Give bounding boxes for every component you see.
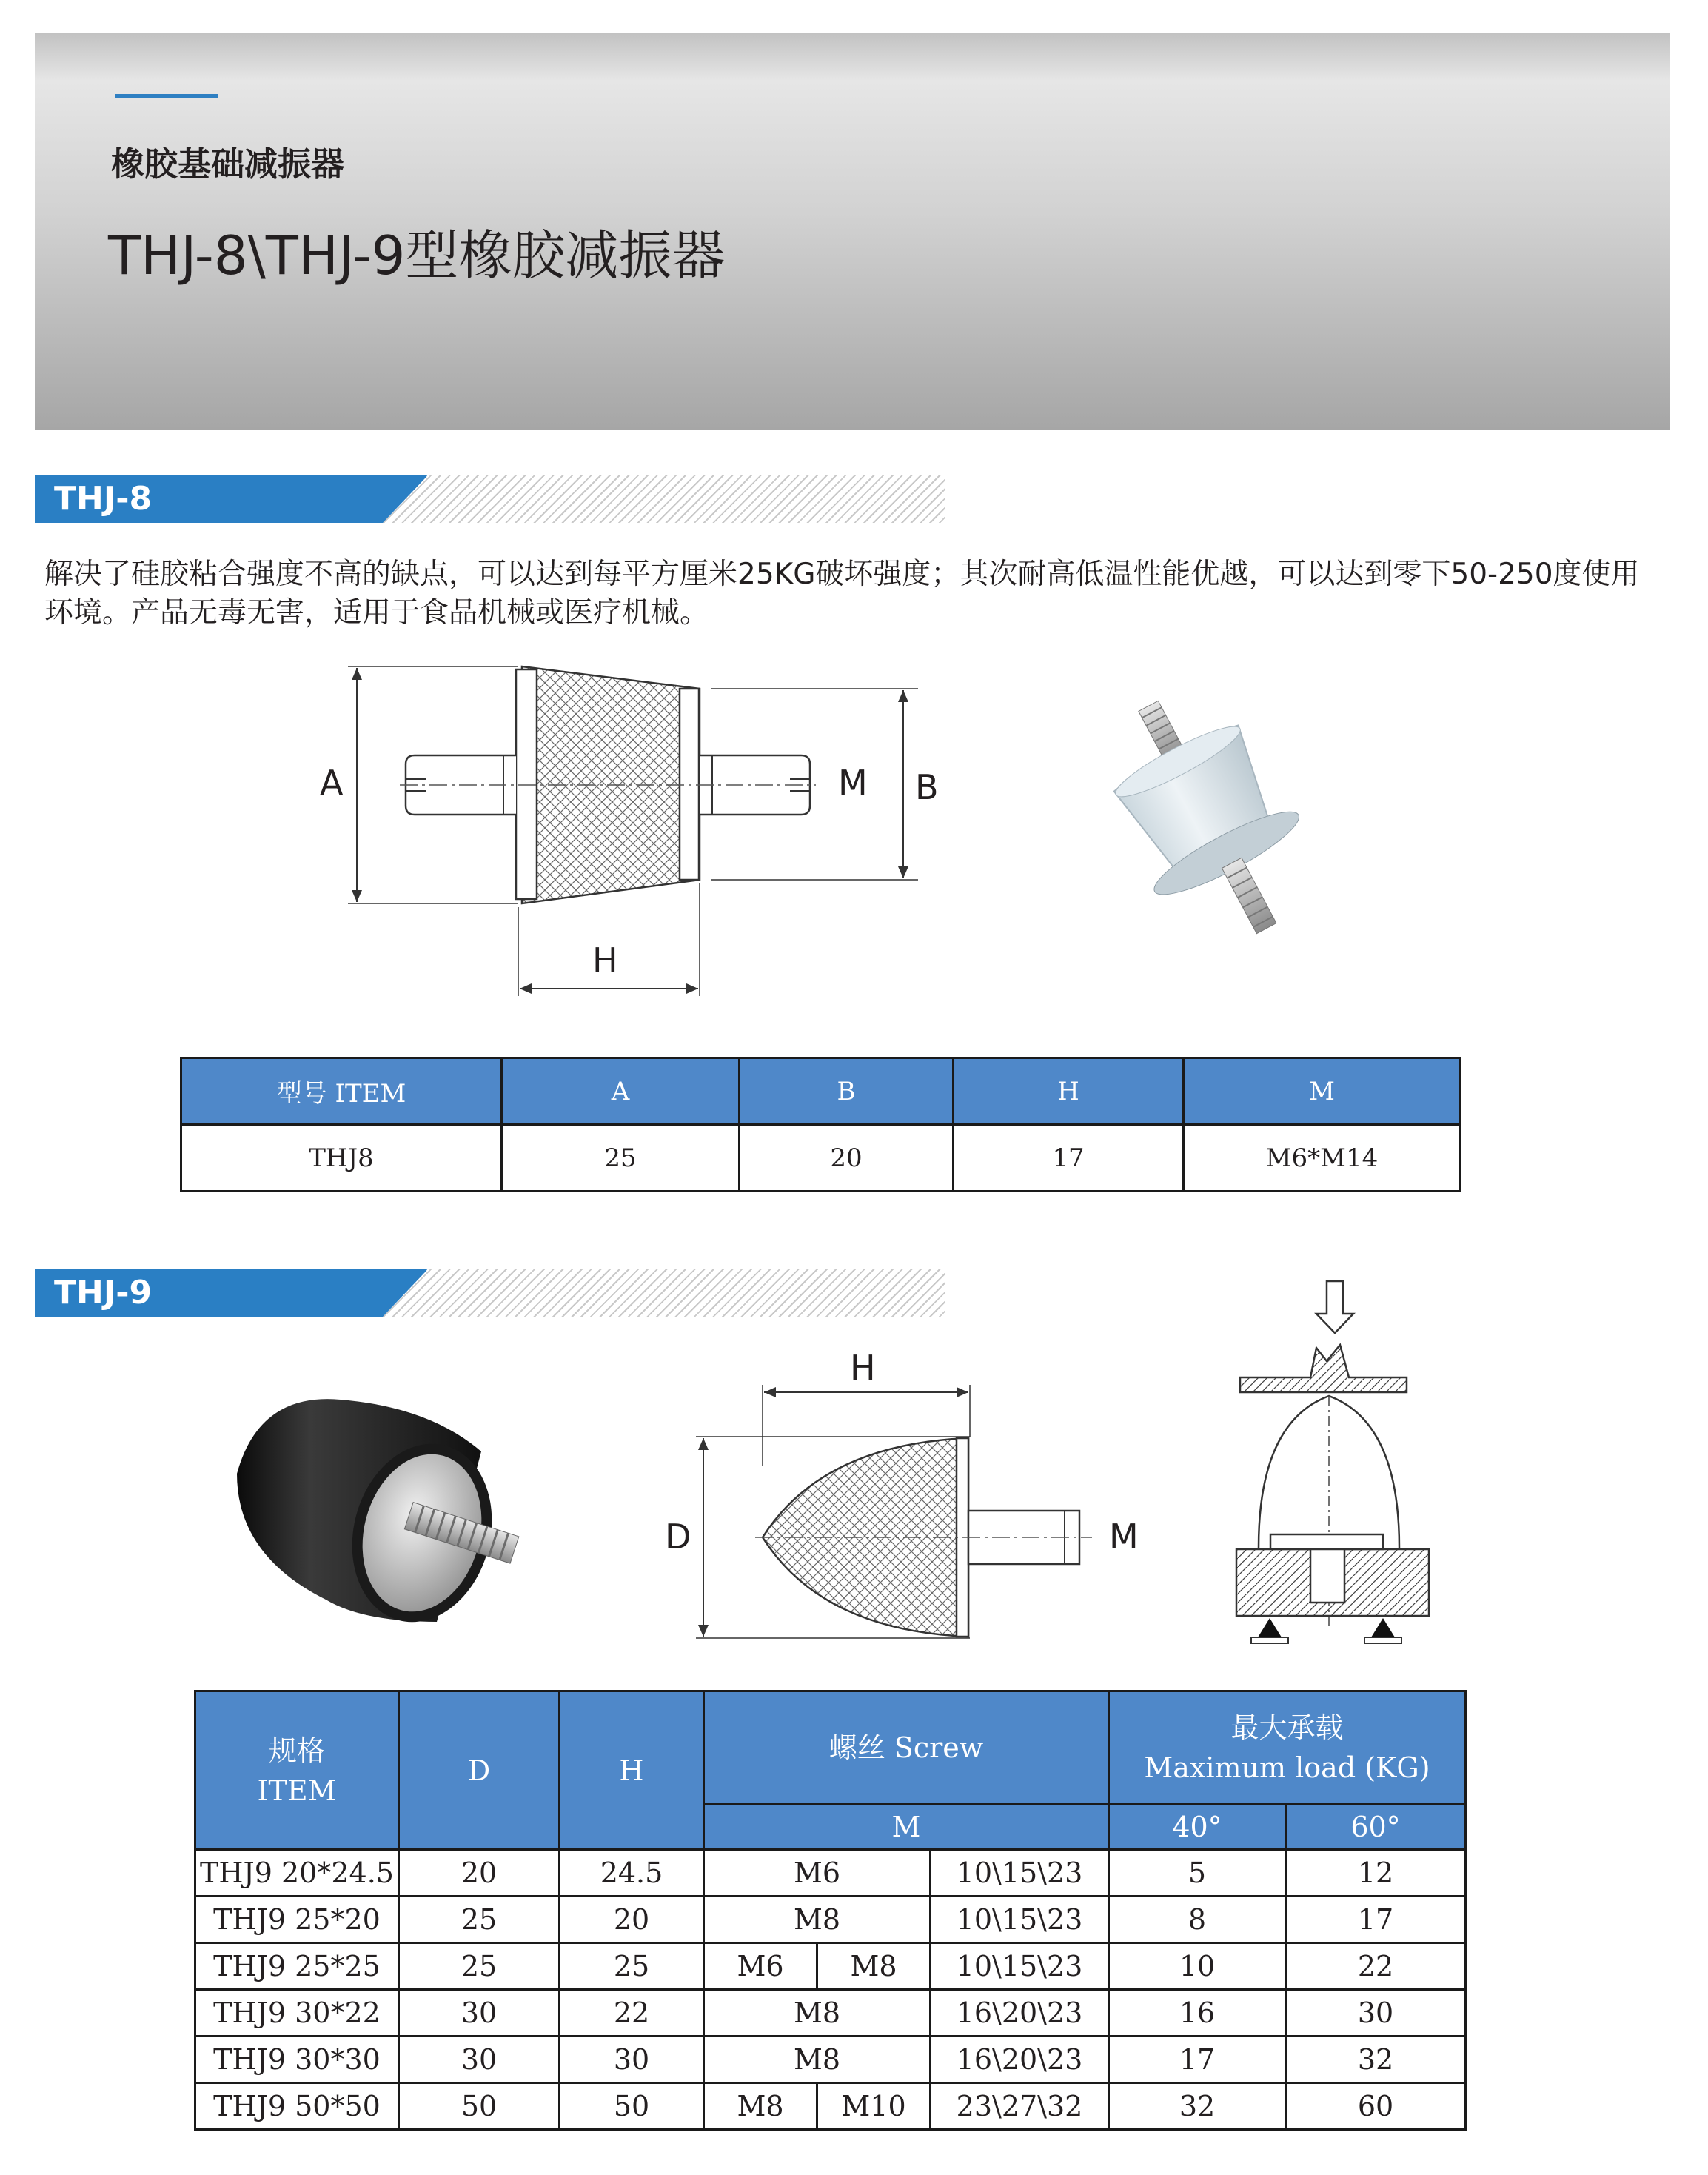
cell-load-60: 32 <box>1286 2037 1466 2083</box>
cell-item: THJ9 25*20 <box>195 1897 399 1943</box>
cell-d: 25 <box>399 1943 560 1990</box>
thj9-dim-m: M <box>1109 1517 1139 1557</box>
thj8-dim-a: A <box>320 763 344 803</box>
col-header-item-cn: 规格 <box>268 1734 325 1767</box>
table-row <box>195 2083 1466 2130</box>
cell-screw-length: 23\27\32 <box>931 2083 1109 2130</box>
table-row <box>195 1897 1466 1943</box>
section-label-thj8: THJ-8 <box>54 480 153 518</box>
cell-item: THJ9 30*22 <box>195 1990 399 2037</box>
cell-load-40: 32 <box>1109 2083 1286 2130</box>
section-hatch <box>383 1269 945 1317</box>
cell-screw-length: 10\15\23 <box>931 1850 1109 1897</box>
thj9-dim-h: H <box>850 1348 876 1388</box>
page-title: THJ-8\THJ-9型橡胶减振器 <box>108 224 726 287</box>
section-bar-thj8 <box>35 475 945 523</box>
col-header-load-60: 60° <box>1286 1804 1466 1850</box>
cell-load-60: 22 <box>1286 1943 1466 1990</box>
col-header-screw: 螺丝 Screw <box>704 1691 1109 1804</box>
cell-d: 30 <box>399 1990 560 2037</box>
thj8-description: 解决了硅胶粘合强度不高的缺点，可以达到每平方厘米25KG破坏强度；其次耐高低温性能优越，可以达到零下50-250度使用环境。产品无毒无害，适用于食品机械或医疗机械。 <box>44 558 1640 629</box>
cell-d: 25 <box>399 1897 560 1943</box>
col-header-item-en: ITEM <box>257 1774 337 1807</box>
cell-screw-m1: M8 <box>704 2083 817 2130</box>
cell-screw-m1: M6 <box>704 1943 817 1990</box>
thj9-load-diagram <box>1229 1274 1444 1674</box>
cell-d: 50 <box>399 2083 560 2130</box>
col-header-d: D <box>399 1691 560 1850</box>
cell-h: 22 <box>560 1990 704 2037</box>
table-row <box>195 1943 1466 1990</box>
thj9-product-photo <box>215 1377 555 1644</box>
thj8-technical-drawing <box>296 652 962 1007</box>
table-row <box>181 1125 1461 1192</box>
col-header-a: A <box>502 1058 740 1125</box>
cell-d: 30 <box>399 2037 560 2083</box>
col-header-item: 型号 ITEM <box>181 1058 502 1125</box>
cell-load-60: 12 <box>1286 1850 1466 1897</box>
cell-load-40: 5 <box>1109 1850 1286 1897</box>
cell-h: 17 <box>954 1125 1184 1192</box>
cell-m: M6*M14 <box>1184 1125 1461 1192</box>
table-row <box>195 1850 1466 1897</box>
cell-screw-length: 16\20\23 <box>931 1990 1109 2037</box>
col-header-item <box>195 1691 399 1850</box>
cell-screw-length: 10\15\23 <box>931 1897 1109 1943</box>
header-subtitle: 橡胶基础减振器 <box>111 144 345 184</box>
cell-item: THJ8 <box>181 1125 502 1192</box>
cell-load-60: 60 <box>1286 2083 1466 2130</box>
cell-item: THJ9 30*30 <box>195 2037 399 2083</box>
table-row <box>195 2037 1466 2083</box>
cell-screw-m2: M8 <box>817 1943 931 1990</box>
cell-screw-m: M8 <box>704 2037 931 2083</box>
cell-screw-length: 10\15\23 <box>931 1943 1109 1990</box>
cell-load-60: 17 <box>1286 1897 1466 1943</box>
col-header-load-en: Maximum load (KG) <box>1144 1751 1430 1784</box>
cell-item: THJ9 20*24.5 <box>195 1850 399 1897</box>
col-header-h: H <box>954 1058 1184 1125</box>
cell-h: 20 <box>560 1897 704 1943</box>
col-header-load-40: 40° <box>1109 1804 1286 1850</box>
thj9-technical-drawing <box>689 1370 1162 1651</box>
cell-b: 20 <box>740 1125 954 1192</box>
section-hatch <box>383 475 945 523</box>
col-header-load-cn: 最大承载 <box>1230 1711 1344 1744</box>
col-header-m: M <box>1184 1058 1461 1125</box>
header-accent-line <box>115 94 218 98</box>
col-header-b: B <box>740 1058 954 1125</box>
cell-load-60: 30 <box>1286 1990 1466 2037</box>
thj8-dim-m: M <box>838 763 868 803</box>
table-row <box>195 1990 1466 2037</box>
cell-h: 30 <box>560 2037 704 2083</box>
cell-screw-m: M6 <box>704 1850 931 1897</box>
cell-load-40: 17 <box>1109 2037 1286 2083</box>
cell-screw-m: M8 <box>704 1897 931 1943</box>
col-header-load <box>1109 1691 1466 1804</box>
cell-load-40: 8 <box>1109 1897 1286 1943</box>
section-bar-thj9 <box>35 1269 945 1317</box>
cell-load-40: 16 <box>1109 1990 1286 2037</box>
thj8-dim-h: H <box>592 941 618 980</box>
cell-screw-length: 16\20\23 <box>931 2037 1109 2083</box>
cell-h: 24.5 <box>560 1850 704 1897</box>
cell-screw-m: M8 <box>704 1990 931 2037</box>
cell-h: 25 <box>560 1943 704 1990</box>
col-header-h: H <box>560 1691 704 1850</box>
cell-screw-m2: M10 <box>817 2083 931 2130</box>
cell-item: THJ9 25*25 <box>195 1943 399 1990</box>
cell-load-40: 10 <box>1109 1943 1286 1990</box>
thj8-product-photo <box>1066 681 1362 963</box>
col-header-screw-m: M <box>704 1804 1109 1850</box>
thj9-dim-d: D <box>665 1517 691 1557</box>
section-label-thj9: THJ-9 <box>54 1274 153 1312</box>
cell-item: THJ9 50*50 <box>195 2083 399 2130</box>
cell-a: 25 <box>502 1125 740 1192</box>
cell-d: 20 <box>399 1850 560 1897</box>
thj8-dim-b: B <box>915 767 939 807</box>
thj9-spec-table <box>194 1690 1467 2131</box>
cell-h: 50 <box>560 2083 704 2130</box>
thj8-spec-table <box>180 1057 1461 1192</box>
